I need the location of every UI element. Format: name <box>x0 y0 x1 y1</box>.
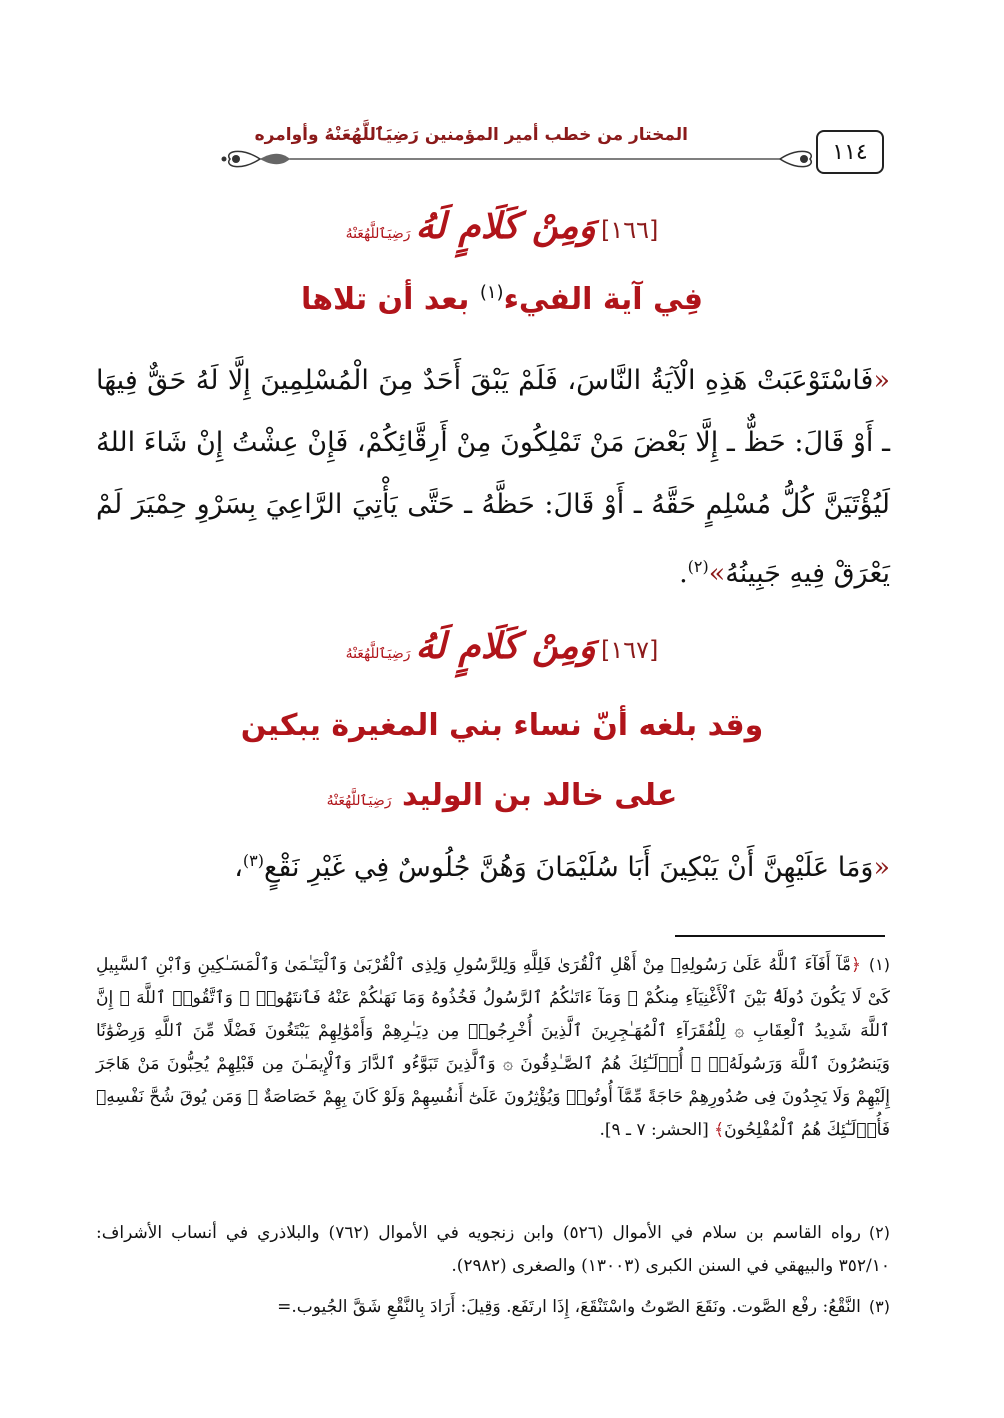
quran-verse: مَّآ أَفَآءَ ٱللَّهُ عَلَىٰ رَسُولِهِۦ مِنْ أَهْلِ ٱلْقُرَىٰ فَلِلَّهِ وَلِلرَّسُولِ وَلِذِى ٱلْقُرْبَىٰ وَٱلْيَتَـٰمَىٰ وَٱلْمَسَـٰكِينِ وَٱبْنِ ٱلسَّبِيلِ كَىْ لَا يَكُونَ دُولَةًۢ بَيْنَ ٱلْأَغْنِيَآءِ مِنكُمْ ۚ وَمَآ ءَاتَىٰكُمُ ٱلرَّسُولُ فَخُذُوهُ وَمَا نَهَىٰكُمْ عَنْهُ فَٱنتَهُوا۟ ۚ وَٱتَّقُوا۟ ٱللَّهَ ۖ إِنَّ ٱللَّهَ شَدِيدُ ٱلْعِقَابِ ۞ لِلْفُقَرَآءِ ٱلْمُهَـٰجِرِينَ ٱلَّذِينَ أُخْرِجُوا۟ مِن دِيَـٰرِهِمْ وَأَمْوَٰلِهِمْ يَبْتَغُونَ فَضْلًا مِّنَ ٱللَّهِ وَرِضْوَٰنًا وَيَنصُرُونَ ٱللَّهَ وَرَسُولَهُۥٓ ۚ أُو۟لَـٰٓئِكَ هُمُ ٱلصَّـٰدِقُونَ ۞ وَٱلَّذِينَ تَبَوَّءُو ٱلدَّارَ وَٱلْإِيمَـٰنَ مِن قَبْلِهِمْ يُحِبُّونَ مَنْ هَاجَرَ إِلَيْهِمْ وَلَا يَجِدُونَ فِى صُدُورِهِمْ حَاجَةً مِّمَّآ أُوتُوا۟ وَيُؤْثِرُونَ عَلَىٰٓ أَنفُسِهِمْ وَلَوْ كَانَ بِهِمْ خَصَاصَةٌ ۚ وَمَن يُوقَ شُحَّ نَفْسِهِۦ فَأُو۟لَـٰٓئِكَ هُمُ ٱلْمُفْلِحُونَ <box>96 955 890 1140</box>
body-end: . <box>679 558 688 589</box>
section-title: وَمِنْ كَلَامٍ لَهُ <box>415 205 596 247</box>
subtitle-text: فِي آية الفيء <box>503 282 704 317</box>
running-title: المختار من خطب أمير المؤمنين رَضِيَٱللَّهُعَنْهُ وأوامره <box>254 125 688 145</box>
footnote-1 <box>96 948 890 1147</box>
footnote-3 <box>96 1290 890 1324</box>
honorific: رَضِيَٱللَّهُعَنْهُ <box>345 646 411 662</box>
footnote-number: (٣) <box>868 1297 890 1316</box>
honorific: رَضِيَٱللَّهُعَنْهُ <box>326 793 392 809</box>
section-167-body <box>96 830 890 899</box>
section-166-subtitle <box>80 282 924 317</box>
ornament-divider-icon <box>220 148 820 170</box>
footnote-text: النَّقْعُ: رفْع الصَّوت. ونَقَعَ الصّوتُ واسْتَنْقَعَ، إِذَا ارتَفَع. وَقِيلَ: أَرَادَ بِالنَّقْعِ شَقَّ الجُيوب.= <box>277 1297 861 1317</box>
footnote-ref-1: (١) <box>479 282 504 303</box>
page-number: ١١٤ <box>816 130 884 174</box>
quote-close: » <box>708 558 726 589</box>
section-number: [١٦٧] <box>601 636 659 664</box>
honorific: رَضِيَٱللَّهُعَنْهُ <box>345 226 411 242</box>
subtitle-suffix: بعد أن تلاها <box>300 282 480 317</box>
subtitle-text: على خالد بن الوليد <box>402 778 678 813</box>
footnote-ref-2: (٢) <box>687 557 709 576</box>
quote-open: « <box>873 365 890 396</box>
section-167-heading <box>80 625 924 667</box>
footnote-separator <box>675 935 885 937</box>
body-end: ، <box>234 852 243 883</box>
footnote-number: (٢) <box>868 1223 890 1242</box>
footnote-number: (١) <box>868 955 890 974</box>
section-167-subtitle-line2 <box>80 778 924 813</box>
section-166-body <box>96 350 890 605</box>
quote-open: « <box>873 852 890 883</box>
body-text: فَاسْتَوْعَبَتْ هَذِهِ الْآيَةُ النَّاسَ، فَلَمْ يَبْقَ أَحَدٌ مِنَ الْمُسْلِمِينَ إِلَّا لَهُ حَقٌّ فِيهَا ـ أَوْ قَالَ: حَظٌّ ـ إِلَّا بَعْضَ مَنْ تَمْلِكُونَ مِنْ أَرِقَّائِكُمْ، فَإِنْ عِشْتُ إِنْ شَاءَ اللهُ لَيُؤْتَيَنَّ كُلُّ مُسْلِمٍ حَقَّهُ ـ أَوْ قَالَ: حَظَّهُ ـ حَتَّى يَأْتِيَ الرَّاعِيَ بِسَرْوِ حِمْيَرَ لَمْ يَعْرَقْ فِيهِ جَبِينُهُ <box>96 365 890 589</box>
verse-reference: [الحشر: ٧ ـ ٩]. <box>599 1120 709 1140</box>
section-166-heading <box>80 205 924 247</box>
section-167-subtitle-line1: وقد بلغه أنّ نساء بني المغيرة يبكين <box>240 708 764 743</box>
quran-bracket-close: ﴾ <box>714 1120 725 1140</box>
body-text: وَمَا عَلَيْهِنَّ أَنْ يَبْكِينَ أَبَا سُلَيْمَانَ وَهُنَّ جُلُوسٌ فِي غَيْرِ نَقْعٍ <box>264 852 874 883</box>
quran-bracket-open: ﴿ <box>850 955 861 975</box>
section-number: [١٦٦] <box>601 216 659 244</box>
section-title: وَمِنْ كَلَامٍ لَهُ <box>415 625 596 667</box>
footnote-ref-3: (٣) <box>242 851 265 870</box>
page-header <box>150 118 884 178</box>
footnote-2 <box>96 1216 890 1283</box>
footnote-text: رواه القاسم بن سلام في الأموال (٥٢٦) وابن زنجويه في الأموال (٧٦٢) والبلاذري في أنساب الأشراف: ٣٥٢/١٠ والبيهقي في السنن الكبرى (١٣٠٠٣) والصغرى (٢٩٨٢). <box>96 1223 890 1276</box>
